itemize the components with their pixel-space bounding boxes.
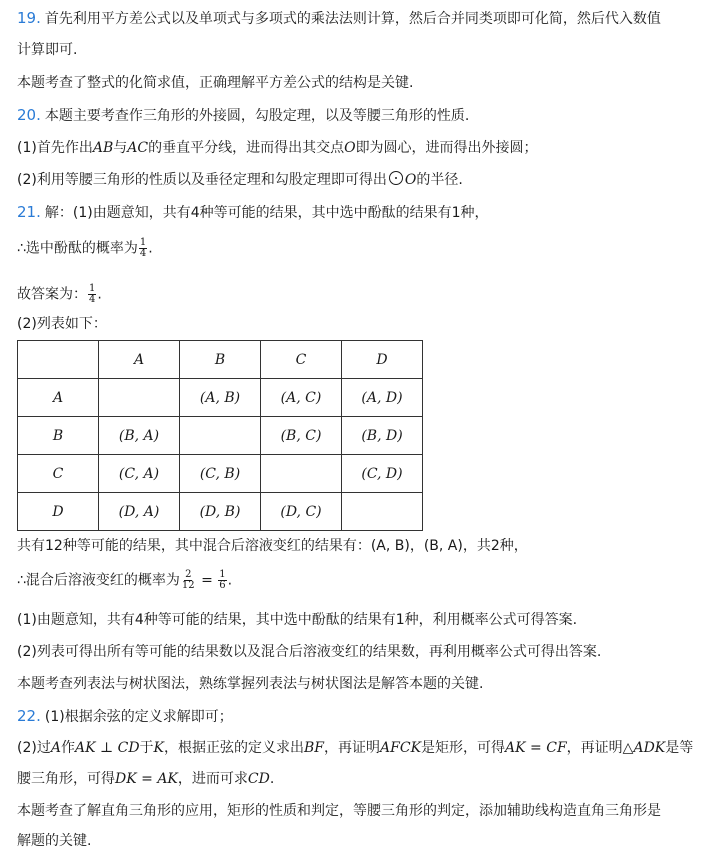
q22-summary2: 解题的关键.: [17, 833, 92, 849]
fraction: $\frac{2}{12}$: [181, 569, 195, 591]
q21-line1: 21. 解：(1)由题意知，共有4种等可能的结果，其中选中酚酞的结果有1种，: [17, 203, 489, 221]
table-cell: [261, 455, 342, 493]
table-header-row: [18, 341, 423, 379]
table-row: [18, 417, 423, 455]
table-cell: C: [261, 341, 342, 379]
q21-analysis1: (1)由题意知，共有4种等可能的结果，其中选中酚酞的结果有1种，利用概率公式可得答案.: [17, 612, 578, 628]
outcome-table: [17, 340, 423, 531]
table-cell: (C, A): [99, 455, 180, 493]
q21-summary: 本题考查列表法与树状图法，熟练掌握列表法与树状图法是解答本题的关键.: [17, 676, 484, 692]
table-cell: [99, 379, 180, 417]
q20-part1: (1)首先作出AB与AC的垂直平分线，进而得出其交点O即为圆心，进而得出外接圆；: [17, 140, 538, 156]
table-cell: (A, B): [180, 379, 261, 417]
table-cell: (B, C): [261, 417, 342, 455]
q20-number: 20.: [17, 106, 41, 124]
circle-dot-icon: [389, 171, 403, 185]
table-cell: D: [18, 493, 99, 531]
table-cell: B: [18, 417, 99, 455]
table-cell: [18, 341, 99, 379]
q19-summary: 本题考查了整式的化简求值，正确理解平方差公式的结构是关键.: [17, 75, 414, 91]
table-cell: (C, B): [180, 455, 261, 493]
q22-line2: (2)过A作AK ⊥ CD于K，根据正弦的定义求出BF，再证明AFCK是矩形，可得AK = CF，再证明△ADK是等: [17, 740, 694, 756]
table-cell: C: [18, 455, 99, 493]
table-cell: D: [342, 341, 423, 379]
q22-line3: 腰三角形，可得DK = AK，进而可求CD.: [17, 771, 275, 787]
table-cell: A: [99, 341, 180, 379]
table-cell: A: [18, 379, 99, 417]
q21-red-probability-line: ∴混合后溶液变红的概率为 $\frac{2}{12}$ = $\frac{1}{6}$ .: [17, 569, 233, 591]
table-cell: [342, 493, 423, 531]
q22-line1: 22. (1)根据余弦的定义求解即可；: [17, 707, 233, 725]
q19-line2: 计算即可.: [17, 42, 78, 58]
table-cell: (B, A): [99, 417, 180, 455]
q21-table-intro: (2)列表如下：: [17, 316, 107, 332]
table-cell: (D, A): [99, 493, 180, 531]
table-cell: (D, B): [180, 493, 261, 531]
q22-number: 22.: [17, 707, 41, 725]
q22-summary1: 本题考查了解直角三角形的应用，矩形的性质和判定，等腰三角形的判定，添加辅助线构造直角三角形是: [17, 803, 661, 819]
q19-line1: 19. 首先利用平方差公式以及单项式与多项式的乘法法则计算，然后合并同类项即可化简，然后代入数值: [17, 9, 661, 27]
fraction: $\frac{1}{4}$: [89, 283, 96, 305]
table-cell: (A, D): [342, 379, 423, 417]
q20-intro: 20. 本题主要考查作三角形的外接圆，勾股定理，以及等腰三角形的性质.: [17, 106, 470, 124]
q20-part2: (2)利用等腰三角形的性质以及垂径定理和勾股定理即可得出 O的半径.: [17, 172, 463, 188]
table-cell: (D, C): [261, 493, 342, 531]
table-cell: B: [180, 341, 261, 379]
table-cell: (C, D): [342, 455, 423, 493]
table-row: [18, 455, 423, 493]
table-cell: (A, C): [261, 379, 342, 417]
table-row: [18, 379, 423, 417]
q21-analysis2: (2)列表可得出所有等可能的结果数以及混合后溶液变红的结果数，再利用概率公式可得出答案.: [17, 644, 602, 660]
q21-answer-line: 故答案为： $\frac{1}{4}$ .: [17, 283, 102, 305]
q19-number: 19.: [17, 9, 41, 27]
q21-probability-line: ∴选中酚酞的概率为 $\frac{1}{4}$ .: [17, 237, 153, 259]
table-cell: [180, 417, 261, 455]
q21-number: 21.: [17, 203, 41, 221]
table-cell: (B, D): [342, 417, 423, 455]
q21-result-line: 共有12种等可能的结果，其中混合后溶液变红的结果有：(A, B)，(B, A)，共2种，: [17, 538, 528, 554]
table-row: [18, 493, 423, 531]
fraction: $\frac{1}{4}$: [139, 237, 147, 259]
fraction: $\frac{1}{6}$: [219, 569, 226, 591]
